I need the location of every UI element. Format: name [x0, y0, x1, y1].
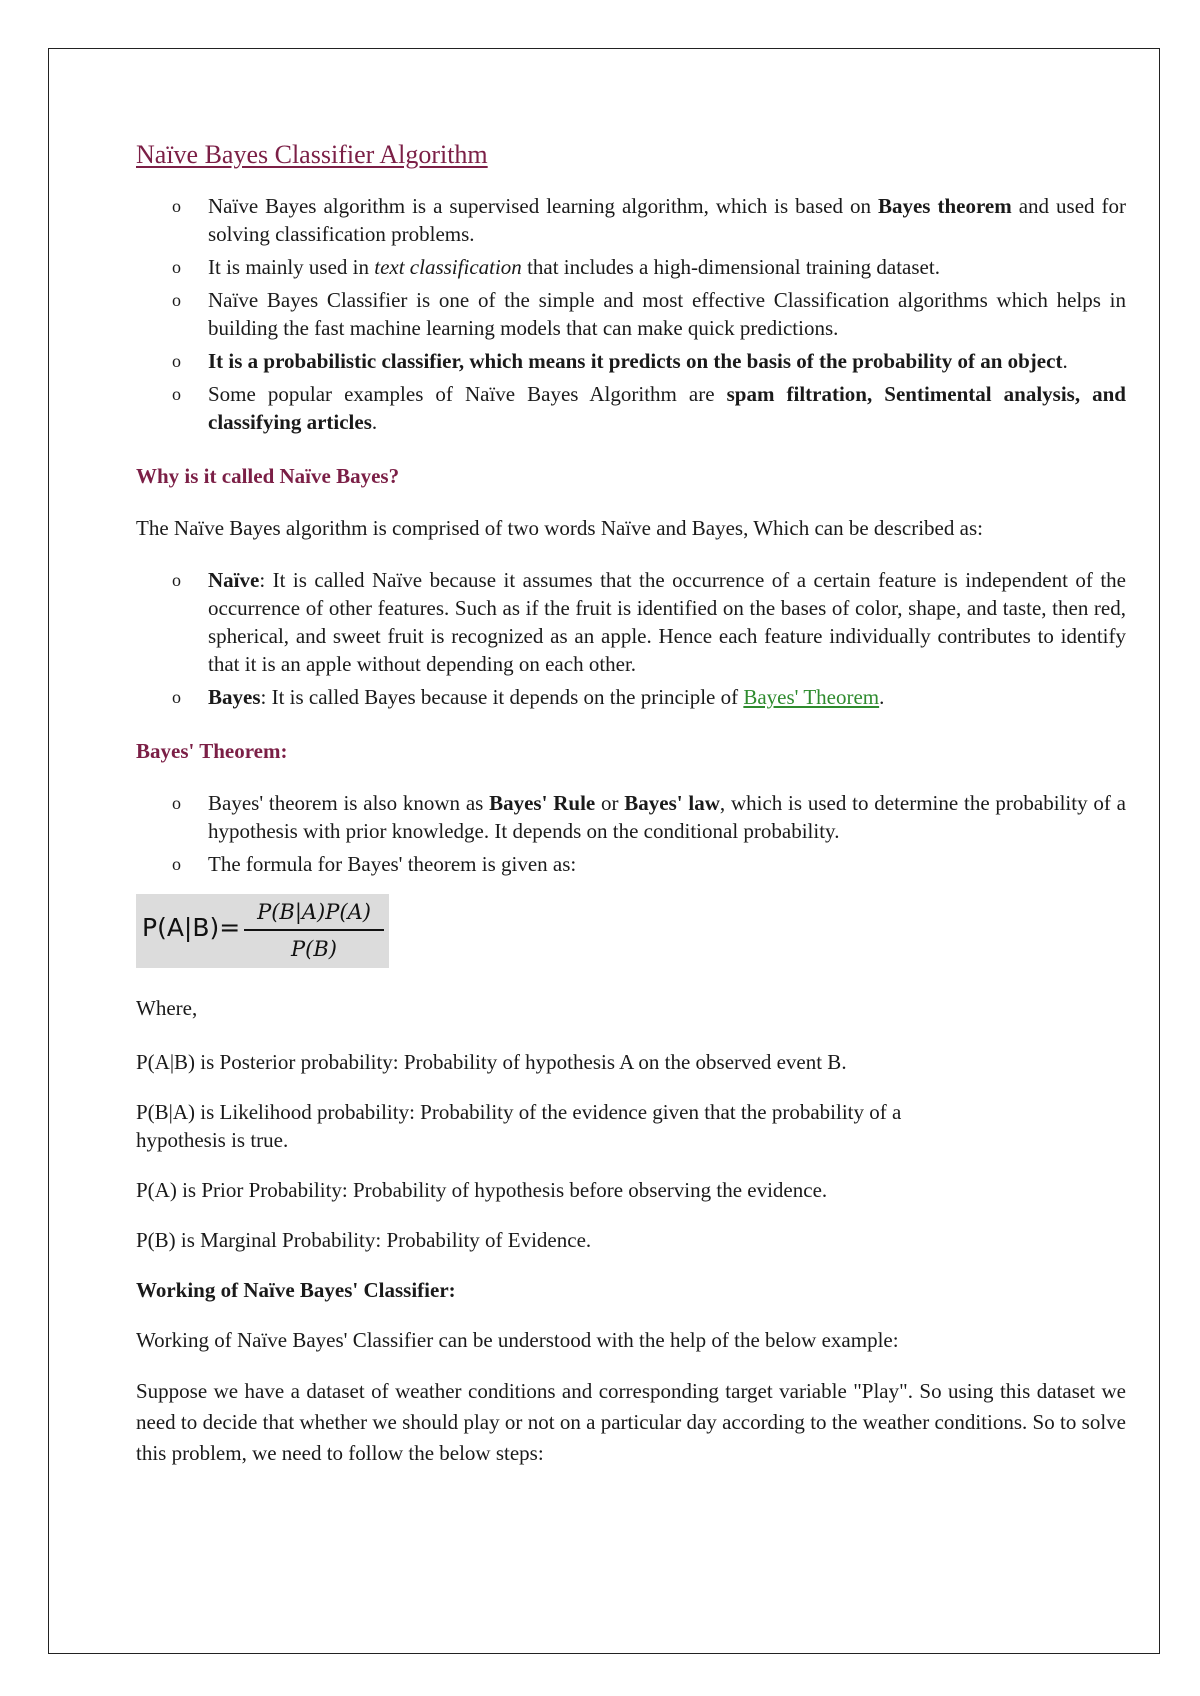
- formula-numerator: P(B|A)P(A): [244, 898, 384, 931]
- where-label: Where,: [136, 996, 198, 1020]
- definition-likelihood: P(B|A) is Likelihood probability: Probability of the evidence given that the probability of a hypothesis is true.: [136, 1100, 902, 1152]
- bullet-marker: o: [172, 257, 181, 277]
- bullet-marker: o: [172, 196, 181, 216]
- bullet-marker: o: [172, 854, 181, 874]
- formula-fraction: [244, 898, 384, 963]
- working-paragraph-1: Working of Naïve Bayes' Classifier can be understood with the help of the below example:: [136, 1328, 899, 1352]
- why-heading: Why is it called Naïve Bayes?: [136, 464, 400, 488]
- bullet-marker: o: [172, 290, 181, 310]
- bayes-theorem-link[interactable]: Bayes' Theorem: [743, 685, 880, 709]
- bullet-marker: o: [172, 570, 181, 590]
- list-item: o Bayes: It is called Bayes because it depends on the principle of Bayes' Theorem.: [172, 685, 885, 709]
- bullet-marker: o: [172, 351, 181, 371]
- bullet-marker: o: [172, 687, 181, 707]
- formula-lhs: P(A|B)=: [142, 913, 241, 942]
- document-title: Naïve Bayes Classifier Algorithm: [136, 140, 488, 169]
- document-body: [136, 138, 1126, 1469]
- intro-bullet-list: [136, 192, 1126, 436]
- formula-denominator: P(B): [291, 937, 337, 961]
- theorem-bullet-list: [136, 789, 1126, 878]
- list-item: o Naïve Bayes algorithm is a supervised learning algorithm, which is based on Bayes theorem and used for solving classification problems.: [172, 194, 1127, 246]
- why-bullet-list: [136, 566, 1126, 711]
- list-item: o It is mainly used in text classification that includes a high-dimensional training dataset.: [172, 255, 940, 279]
- list-item: o It is a probabilistic classifier, which means it predicts on the basis of the probability of an object.: [172, 349, 1068, 373]
- why-paragraph: The Naïve Bayes algorithm is comprised of two words Naïve and Bayes, Which can be described as:: [136, 516, 983, 540]
- definition-marginal: P(B) is Marginal Probability: Probability of Evidence.: [136, 1228, 592, 1252]
- list-item: o The formula for Bayes' theorem is given as:: [172, 852, 577, 876]
- bayes-formula: [136, 894, 389, 968]
- bullet-marker: o: [172, 384, 181, 404]
- list-item: o Naïve: It is called Naïve because it assumes that the occurrence of a certain feature is independent of the occurrence of other features. Such as if the fruit is identified on the bases of color, shape, and taste, then red, spherical, and sweet fruit is recognized as an apple. Hence each feature individually contributes to identify that it is an apple without depending on each other.: [172, 568, 1126, 676]
- list-item: o Naïve Bayes Classifier is one of the simple and most effective Classification algorithms which helps in building the fast machine learning models that can make quick predictions.: [172, 288, 1126, 340]
- working-heading: Working of Naïve Bayes' Classifier:: [136, 1278, 456, 1302]
- definition-posterior: P(A|B) is Posterior probability: Probability of hypothesis A on the observed event B.: [136, 1050, 847, 1074]
- definition-prior: P(A) is Prior Probability: Probability of hypothesis before observing the evidence.: [136, 1178, 828, 1202]
- bayes-theorem-heading: Bayes' Theorem:: [136, 739, 288, 763]
- list-item: o Some popular examples of Naïve Bayes Algorithm are spam filtration, Sentimental analysis, and classifying articles.: [172, 382, 1126, 434]
- list-item: o Bayes' theorem is also known as Bayes' Rule or Bayes' law, which is used to determine the probability of a hypothesis with prior knowledge. It depends on the conditional probability.: [172, 791, 1126, 843]
- working-paragraph-2: Suppose we have a dataset of weather conditions and corresponding target variable "Play". So using this dataset we need to decide that whether we should play or not on a particular day according to the weather conditions. So to solve this problem, we need to follow the below steps:: [136, 1379, 1126, 1465]
- bullet-marker: o: [172, 793, 181, 813]
